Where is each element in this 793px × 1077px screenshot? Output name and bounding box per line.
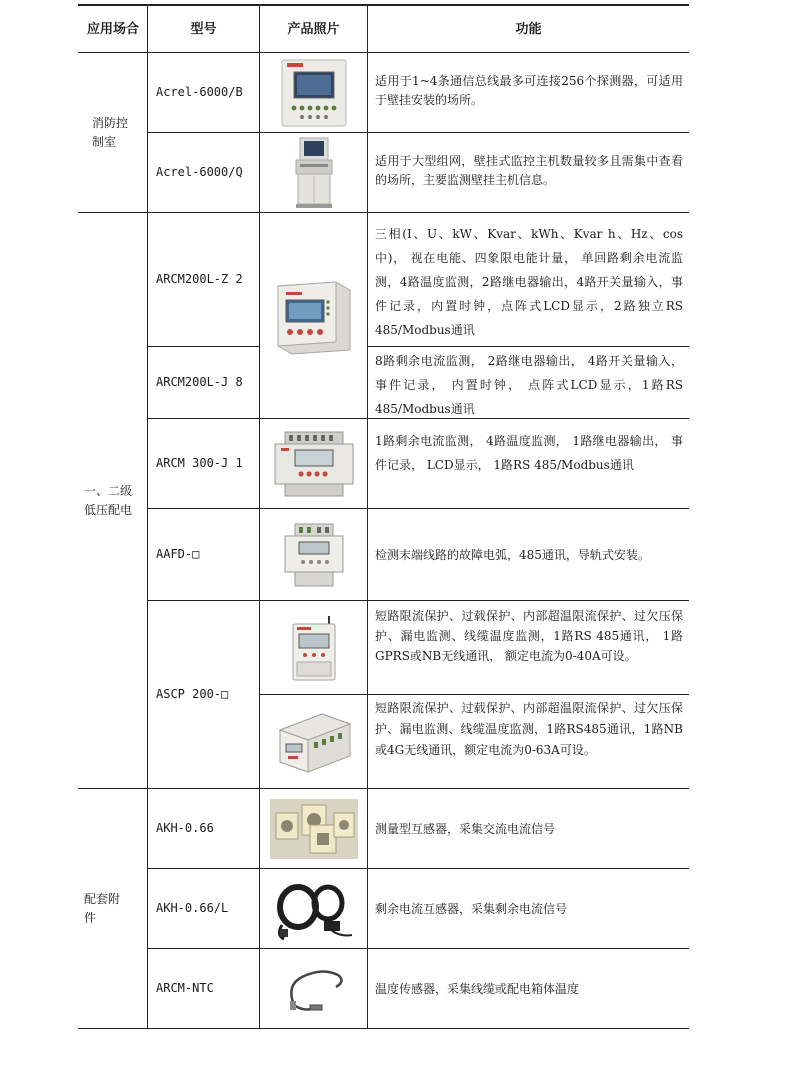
protector-large-icon xyxy=(276,710,352,774)
console-cabinet-icon xyxy=(290,136,338,210)
function-ascp200-b: 短路限流保护、过载保护、内部超温限流保护、过欠压保护、漏电监测、线缆温度监测，1路RS485通讯，1路NB或4G无线通讯，额定电流为0-63A可设。 xyxy=(375,701,683,757)
scene-fire-control-room: 消防控制室 xyxy=(92,115,129,149)
wall-panel-icon xyxy=(280,58,348,128)
function-akh-066-l: 剩余电流互感器，采集剩余电流信号 xyxy=(375,902,568,916)
photo-arcm300-j1 xyxy=(260,419,367,508)
model-arcm300-j1: ARCM 300-J 1 xyxy=(156,456,243,470)
model-acrel-6000-q: Acrel-6000/Q xyxy=(156,165,243,179)
model-arcm200l-z2: ARCM200L-Z 2 xyxy=(156,272,243,286)
function-arcm200l-z2: 三相(I、U、kW、Kvar、kWh、Kvar h、Hz、cos 中)， 视在电能、四象限电能计量， 单回路剩余电流监测，4路温度监测，2路继电器输出，4路开关量输入，事件记录，内置时钟，点阵式LCD显示，2路独立RS 485/Modbus通讯 xyxy=(375,227,683,337)
model-akh-066-l: AKH-0.66/L xyxy=(156,901,229,915)
function-acrel-6000-q: 适用于大型组网，壁挂式监控主机数量较多且需集中查看的场所，主要监测壁挂主机信息。 xyxy=(375,154,683,187)
header-scene: 应用场合 xyxy=(86,21,139,37)
function-arcm200l-j8: 8路剩余电流监测， 2路继电器输出， 4路开关量输入， 事件记录， 内置时钟， 点阵式LCD显示，1路RS 485/Modbus通讯 xyxy=(375,354,683,416)
residual-ct-icon xyxy=(272,877,356,941)
photo-ascp200-b xyxy=(260,695,367,788)
photo-acrel-6000-q xyxy=(260,133,367,212)
panel-meter-icon xyxy=(274,276,354,356)
header-model: 型号 xyxy=(190,21,217,37)
photo-aafd xyxy=(260,509,367,600)
photo-acrel-6000-b xyxy=(260,53,367,132)
photo-arcm200l xyxy=(260,213,367,418)
current-transformer-icon xyxy=(270,799,358,859)
photo-arcm-ntc xyxy=(260,949,367,1028)
photo-akh-066 xyxy=(260,789,367,868)
photo-akh-066-l xyxy=(260,869,367,948)
header-function: 功能 xyxy=(515,21,542,37)
function-akh-066: 测量型互感器，采集交流电流信号 xyxy=(375,822,556,836)
model-akh-066: AKH-0.66 xyxy=(156,821,214,835)
function-arcm-ntc: 温度传感器，采集线缆或配电箱体温度 xyxy=(375,982,580,996)
function-arcm300-j1: 1路剩余电流监测， 4路温度监测， 1路继电器输出， 事件记录， LCD显示， 1路RS 485/Modbus通讯 xyxy=(375,434,683,472)
model-aafd: AAFD-□ xyxy=(156,547,200,561)
model-acrel-6000-b: Acrel-6000/B xyxy=(156,85,243,99)
temperature-sensor-icon xyxy=(282,965,346,1013)
arc-detector-icon xyxy=(283,522,345,588)
model-arcm200l-j8: ARCM200L-J 8 xyxy=(156,375,243,389)
model-ascp200: ASCP 200-□ xyxy=(156,687,229,701)
model-arcm-ntc: ARCM-NTC xyxy=(156,981,214,995)
scene-low-voltage-distribution: 一、二级低压配电 xyxy=(84,483,133,517)
table-bottom-border xyxy=(78,1028,689,1029)
protector-small-icon xyxy=(289,614,339,682)
photo-ascp200-a xyxy=(260,601,367,694)
din-rail-meter-icon xyxy=(273,430,355,498)
function-ascp200-a: 短路限流保护、过载保护、内部超温限流保护、过欠压保护、漏电监测、线缆温度监测，1路RS 485通讯， 1路GPRS或NB无线通讯， 额定电流为0-40A可设。 xyxy=(375,609,683,663)
header-photo: 产品照片 xyxy=(287,21,340,37)
function-acrel-6000-b: 适用于1~4条通信总线最多可连接256个探测器，可适用于壁挂安装的场所。 xyxy=(375,74,683,107)
scene-accessories: 配套附件 xyxy=(84,891,121,925)
function-aafd: 检测末端线路的故障电弧，485通讯，导轨式安装。 xyxy=(375,548,650,562)
